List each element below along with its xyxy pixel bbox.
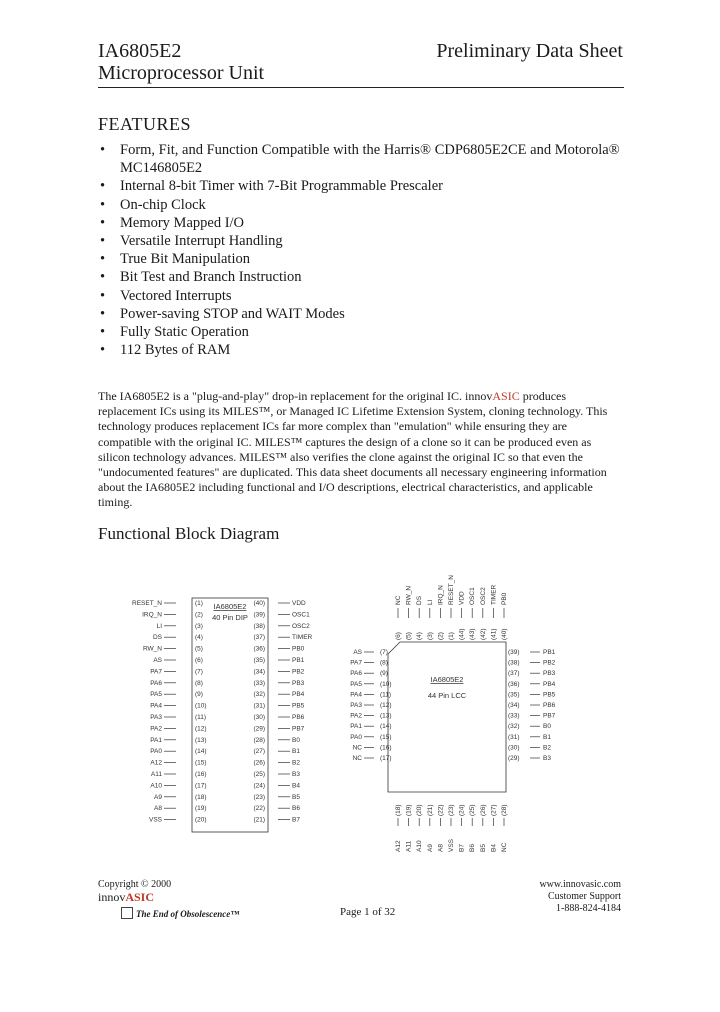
plcc-pin-name: A10 [416,840,424,852]
dip-pin-number: (26) [253,759,265,767]
dip-pin-number: (8) [195,679,203,687]
plcc-pin-name: VSS [448,838,455,852]
dip-pin-number: (14) [195,748,207,756]
plcc-pin-name: B4 [490,844,498,852]
feature-item: • Internal 8-bit Timer with 7-Bit Programmable Prescaler [100,177,630,195]
plcc-pin-number: (32) [508,723,520,731]
plcc-pin-number: (1) [448,632,455,640]
plcc-pin-number: (34) [508,702,520,709]
brand-suffix: ASIC [125,890,155,904]
dip-pin-name: PB1 [292,657,305,664]
feature-item: • True Bit Manipulation [100,250,630,268]
dip-pin-name: A10 [150,782,162,790]
dip-pin-name: VDD [292,600,306,607]
plcc-pin-name: RESET_N [448,575,455,605]
plcc-pin-name: DS [416,595,424,605]
plcc-pin-number: (25) [469,804,477,816]
plcc-pin-number: (44) [458,628,466,640]
plcc-pin-number: (40) [501,628,508,640]
dip-pin-name: PA7 [150,668,162,676]
dip-pin-number: (28) [253,736,265,744]
feature-item: • Fully Static Operation [100,323,630,341]
dip-pin-number: (7) [195,668,203,676]
logo-box-icon [121,907,133,919]
dip-pin-number: (10) [195,702,207,710]
dip-pin-number: (23) [253,793,265,801]
plcc-pin-name: AS [353,649,362,656]
dip-pin-number: (15) [195,759,207,767]
dip-pin-number: (38) [253,622,265,630]
plcc-pin-name: PB0 [501,592,508,605]
dip-pin-number: (20) [195,816,207,824]
plcc-pin-name: IRQ_N [437,585,445,605]
plcc-pin-name: A9 [426,844,434,852]
dip-pin-number: (1) [195,600,203,607]
plcc-pin-number: (36) [508,680,520,688]
plcc-pin-name: VDD [458,591,466,605]
plcc-pin-name: B1 [543,733,551,741]
plcc-pin-number: (38) [508,659,520,667]
description-paragraph [98,389,618,511]
dip-pin-number: (27) [253,748,265,756]
feature-item: • 112 Bytes of RAM [100,341,630,359]
footer-brand [98,891,171,903]
feature-item: • Power-saving STOP and WAIT Modes [100,305,630,323]
description-text-continued: produces replacement ICs using its MILES™, or Managed IC Lifetime Extension System, cloning technology. This technology produces replacement ICs far more complex than "emulation" while ensuring they are compatible with the original IC. MILES™ captures the design of a clone so it can be produced even as silicon technology advances. MILES™ also verifies the clone against the original IC so that even the "undocumented features" are duplicated. This data sheet documents all necessary engineering information about the IA6805E2 including functional and I/O descriptions, electrical characteristics, and applicable timing. [98,389,608,510]
plcc-package [350,575,555,852]
feature-item: • Memory Mapped I/O [100,214,630,232]
plcc-pin-number: (21) [426,804,434,816]
plcc-pin-number: (10) [380,680,392,688]
plcc-pin-number: (30) [508,744,520,752]
dip-pin-number: (16) [195,771,207,778]
plcc-pin-number: (29) [508,755,520,762]
dip-pin-number: (36) [253,645,265,653]
dip-pin-name: VSS [148,816,162,824]
plcc-pin-name: PA7 [350,659,362,667]
plcc-pin-number: (9) [380,670,388,678]
plcc-pin-number: (13) [380,712,392,720]
plcc-pin-name: OSC1 [469,587,477,605]
header-rule [98,87,624,88]
dip-pin-name: PB6 [292,714,305,721]
dip-package-label: 40 Pin DIP [212,613,248,622]
dip-pin-name: PA0 [150,748,162,756]
footer-left [98,879,171,903]
brand-prefix: innov [98,890,126,904]
dip-pin-name: RESET_N [132,600,162,607]
dip-pin-name: LI [156,622,162,630]
dip-pin-number: (12) [195,725,207,733]
dip-pin-name: A11 [150,771,162,778]
dip-pin-name: RW_N [142,645,162,653]
plcc-pin-number: (16) [380,744,392,752]
plcc-pin-name: NC [501,842,508,852]
dip-pin-number: (34) [253,668,265,676]
plcc-pin-number: (17) [380,755,392,762]
dip-pin-name: TIMER [292,634,313,642]
dip-pin-number: (32) [253,691,265,699]
plcc-pin-name: TIMER [490,584,498,605]
dip-pin-name: PA6 [150,679,162,687]
dip-pin-number: (35) [253,657,265,664]
plcc-pin-name: B6 [469,844,477,852]
feature-item: • Bit Test and Branch Instruction [100,268,630,286]
plcc-pin-number: (24) [458,804,466,816]
dip-title: IA6805E2 [213,602,247,611]
plcc-pin-number: (19) [405,804,413,816]
dip-pin-number: (13) [195,736,207,744]
plcc-pin-number: (39) [508,649,520,656]
dip-pin-number: (39) [253,611,265,619]
customer-support: Customer Support [547,891,621,902]
feature-item: • Form, Fit, and Function Compatible with the Harris® CDP6805E2CE and Motorola® MC146805E2 [100,141,630,177]
plcc-pin-number: (12) [380,702,392,709]
plcc-pin-name: LI [426,599,434,605]
diagram-heading: Functional Block Diagram [98,524,280,543]
dip-pin-number: (9) [195,691,203,699]
dip-pin-number: (30) [253,714,265,721]
dip-pin-name: IRQ_N [142,611,162,619]
dip-pin-number: (5) [195,645,203,653]
footer-right [539,879,621,915]
copyright: Copyright © 2000 [98,879,172,890]
plcc-pin-name: B5 [479,844,487,852]
plcc-pin-number: (7) [380,649,388,656]
plcc-pin-name: NC [352,744,362,752]
plcc-pin-name: PA0 [350,733,362,741]
dip-pin-number: (37) [253,634,265,642]
plcc-pin-name: NC [352,755,362,762]
feature-item: • Versatile Interrupt Handling [100,232,630,250]
dip-pin-name: B7 [292,816,300,824]
dip-pin-name: B0 [292,736,300,744]
dip-pin-number: (33) [253,679,265,687]
dip-pin-number: (31) [253,702,265,710]
dip-pin-number: (22) [253,805,265,813]
brand-asic: ASIC [492,389,520,403]
plcc-pin-name: PA1 [350,723,362,731]
dip-pin-name: PB3 [292,679,305,687]
dip-pin-name: B2 [292,759,300,767]
plcc-package-label: 44 Pin LCC [427,691,467,700]
plcc-pin-number: (18) [395,804,402,816]
plcc-pin-number: (3) [426,632,434,640]
dip-pin-number: (24) [253,782,265,790]
plcc-pin-name: PB1 [543,649,556,656]
dip-pin-name: AS [153,657,162,664]
plcc-pin-name: PB6 [543,702,556,709]
plcc-pin-number: (2) [437,632,445,640]
dip-package [132,598,313,832]
dip-pin-name: PA2 [150,725,162,733]
dip-pin-number: (40) [253,600,265,607]
dip-pin-name: B3 [292,771,300,778]
plcc-body [388,642,506,792]
dip-pin-name: OSC2 [292,622,310,630]
dip-pin-name: A9 [154,793,162,801]
document-type: Preliminary Data Sheet [436,40,623,62]
dip-pin-number: (4) [195,634,203,642]
plcc-pin-number: (26) [479,804,487,816]
plcc-pin-number: (20) [416,804,424,816]
phone: 1-888-824-4184 [556,903,621,914]
dip-pin-name: B5 [292,793,300,801]
dip-pin-name: PB4 [292,691,305,699]
dip-pin-name: B6 [292,805,300,813]
block-diagram [0,575,720,852]
plcc-pin-number: (11) [380,691,392,699]
dip-pin-number: (11) [195,714,207,721]
plcc-pin-name: PA5 [350,680,362,688]
dip-pin-number: (29) [253,725,265,733]
dip-pin-number: (18) [195,793,207,801]
plcc-pin-number: (31) [508,733,520,741]
plcc-pin-number: (22) [437,804,445,816]
dip-pin-name: A12 [150,759,162,767]
plcc-pin-number: (35) [508,691,520,699]
dip-pin-name: PB7 [292,725,305,733]
page-number: Page 1 of 32 [340,906,396,918]
plcc-pin-name: PA2 [350,712,362,720]
plcc-pin-name: PB3 [543,670,556,678]
feature-item: • Vectored Interrupts [100,287,630,305]
plcc-pin-name: PA6 [350,670,362,678]
dip-pin-name: B1 [292,748,300,756]
plcc-pin-number: (28) [501,804,508,816]
dip-pin-number: (6) [195,657,203,664]
dip-pin-name: A8 [154,805,162,813]
dip-pin-number: (3) [195,622,203,630]
part-number: IA6805E2 [98,40,182,62]
plcc-pin-name: PB2 [543,659,556,667]
dip-pin-name: DS [152,634,162,642]
plcc-pin-number: (37) [508,670,520,678]
plcc-pin-name: A11 [405,840,413,852]
tagline: The End of Obsolescence™ [136,909,240,919]
plcc-pin-name: A8 [437,844,445,852]
plcc-pin-number: (42) [479,628,487,640]
plcc-pin-name: PB5 [543,691,556,699]
plcc-pin-name: OSC2 [479,587,487,605]
plcc-pin-number: (27) [490,804,498,816]
description-text: The IA6805E2 is a "plug-and-play" drop-in replacement for the original IC. innov [98,389,493,403]
plcc-pin-name: RW_N [405,585,413,605]
feature-item: • On-chip Clock [100,196,630,214]
header-left [98,40,264,84]
plcc-pin-name: PA3 [350,702,362,709]
plcc-pin-number: (5) [405,632,413,640]
dip-pin-name: PA4 [150,702,162,710]
plcc-pin-name: PB7 [543,712,556,720]
plcc-pin-number: (6) [395,632,402,640]
plcc-pin-name: B2 [543,744,551,752]
dip-pin-name: B4 [292,782,300,790]
plcc-pin-number: (33) [508,712,520,720]
plcc-pin-name: B0 [543,723,551,731]
plcc-pin-name: B7 [458,844,466,852]
plcc-pin-number: (14) [380,723,392,731]
dip-pin-name: PB2 [292,668,305,676]
plcc-pin-name: B3 [543,755,551,762]
dip-pin-name: PB0 [292,645,305,653]
features-heading: FEATURES [98,114,192,134]
plcc-pin-number: (23) [448,804,455,816]
plcc-pin-name: PA4 [350,691,362,699]
dip-pin-number: (2) [195,611,203,619]
plcc-pin-number: (8) [380,659,388,667]
plcc-pin-number: (15) [380,733,392,741]
features-list [100,141,630,359]
dip-pin-name: PA5 [150,691,162,699]
plcc-pin-name: A12 [395,840,402,852]
dip-pin-name: PB5 [292,702,305,710]
plcc-title: IA6805E2 [430,675,464,684]
plcc-pin-number: (4) [416,632,424,640]
dip-pin-name: OSC1 [292,611,310,619]
plcc-pin-number: (41) [490,628,498,640]
dip-pin-number: (17) [195,782,207,790]
plcc-pin-name: PB4 [543,680,556,688]
dip-pin-number: (25) [253,771,265,778]
website: www.innovasic.com [539,879,621,890]
dip-pin-name: PA3 [150,714,162,721]
dip-pin-name: PA1 [150,736,162,744]
document-subtitle: Microprocessor Unit [98,62,265,84]
plcc-pin-name: NC [395,595,402,605]
dip-pin-number: (21) [253,816,265,824]
dip-pin-number: (19) [195,805,207,813]
plcc-pin-number: (43) [469,628,477,640]
